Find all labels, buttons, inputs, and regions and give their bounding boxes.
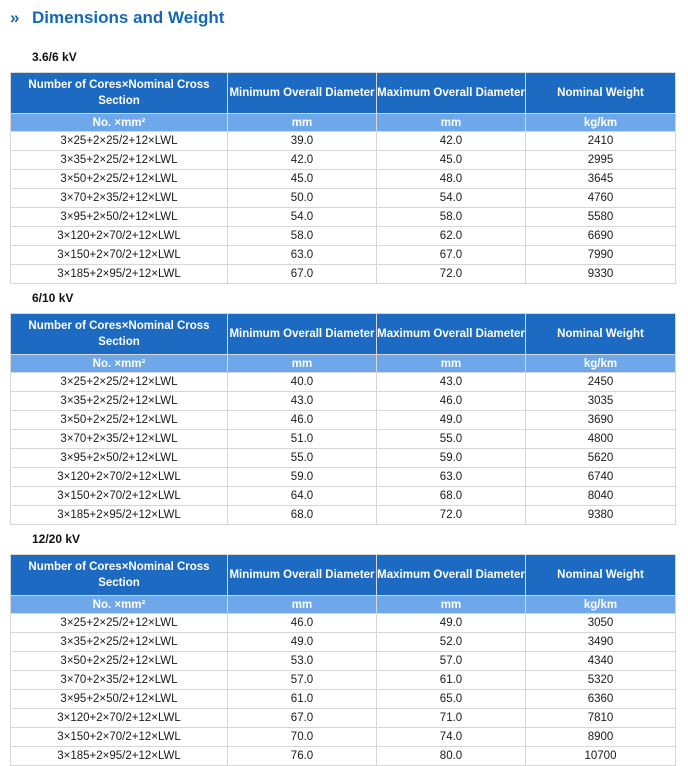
cell-weight: 4800 [526, 430, 676, 449]
table-row [11, 170, 676, 189]
table-row [11, 265, 676, 284]
unit-nominal-weight: kg/km [526, 596, 676, 614]
cell-min-diameter: 42.0 [228, 151, 377, 170]
cell-cores: 3×185+2×95/2+12×LWL [11, 506, 228, 525]
unit-min-diameter: mm [228, 114, 377, 132]
table-row [11, 151, 676, 170]
header-min-diameter: Minimum Overall Diameter [228, 73, 377, 114]
dimensions-table [10, 313, 676, 525]
header-min-diameter: Minimum Overall Diameter [228, 314, 377, 355]
cell-weight: 8040 [526, 487, 676, 506]
unit-min-diameter: mm [228, 596, 377, 614]
table-row [11, 614, 676, 633]
cell-weight: 2995 [526, 151, 676, 170]
table-row [11, 747, 676, 766]
cell-min-diameter: 50.0 [228, 189, 377, 208]
cell-cores: 3×25+2×25/2+12×LWL [11, 614, 228, 633]
cell-weight: 4760 [526, 189, 676, 208]
cell-max-diameter: 59.0 [377, 449, 526, 468]
table-row [11, 449, 676, 468]
cell-weight: 6690 [526, 227, 676, 246]
cell-cores: 3×95+2×50/2+12×LWL [11, 449, 228, 468]
cell-max-diameter: 55.0 [377, 430, 526, 449]
cell-max-diameter: 74.0 [377, 728, 526, 747]
cell-weight: 3645 [526, 170, 676, 189]
cell-min-diameter: 76.0 [228, 747, 377, 766]
table-row [11, 728, 676, 747]
cell-max-diameter: 72.0 [377, 506, 526, 525]
table-row [11, 709, 676, 728]
cell-min-diameter: 61.0 [228, 690, 377, 709]
unit-max-diameter: mm [377, 355, 526, 373]
dimensions-table [10, 554, 676, 766]
cell-weight: 3690 [526, 411, 676, 430]
cell-cores: 3×35+2×25/2+12×LWL [11, 392, 228, 411]
cell-min-diameter: 39.0 [228, 132, 377, 151]
cell-weight: 8900 [526, 728, 676, 747]
cell-max-diameter: 62.0 [377, 227, 526, 246]
table-row [11, 208, 676, 227]
cell-min-diameter: 68.0 [228, 506, 377, 525]
table-row [11, 132, 676, 151]
cell-weight: 7990 [526, 246, 676, 265]
cell-min-diameter: 70.0 [228, 728, 377, 747]
cell-cores: 3×35+2×25/2+12×LWL [11, 151, 228, 170]
cell-max-diameter: 80.0 [377, 747, 526, 766]
header-nominal-weight: Nominal Weight [526, 555, 676, 596]
cell-min-diameter: 45.0 [228, 170, 377, 189]
cell-min-diameter: 49.0 [228, 633, 377, 652]
cell-weight: 7810 [526, 709, 676, 728]
cell-min-diameter: 46.0 [228, 411, 377, 430]
unit-nominal-weight: kg/km [526, 355, 676, 373]
cell-weight: 6740 [526, 468, 676, 487]
double-chevron-icon: » [10, 8, 20, 27]
cell-cores: 3×70+2×35/2+12×LWL [11, 430, 228, 449]
cell-cores: 3×70+2×35/2+12×LWL [11, 189, 228, 208]
unit-max-diameter: mm [377, 596, 526, 614]
voltage-label: 12/20 kV [32, 532, 81, 546]
table-header-row [11, 73, 676, 114]
cell-min-diameter: 46.0 [228, 614, 377, 633]
cell-weight: 9380 [526, 506, 676, 525]
units-row [11, 114, 676, 132]
cell-max-diameter: 71.0 [377, 709, 526, 728]
cell-min-diameter: 40.0 [228, 373, 377, 392]
dimensions-table [10, 72, 676, 284]
cell-weight: 4340 [526, 652, 676, 671]
cell-weight: 3035 [526, 392, 676, 411]
header-max-diameter: Maximum Overall Diameter [377, 73, 526, 114]
cell-cores: 3×120+2×70/2+12×LWL [11, 709, 228, 728]
voltage-label: 3.6/6 kV [32, 50, 77, 64]
table-row [11, 506, 676, 525]
cell-max-diameter: 43.0 [377, 373, 526, 392]
cell-min-diameter: 57.0 [228, 671, 377, 690]
cell-cores: 3×185+2×95/2+12×LWL [11, 747, 228, 766]
cell-min-diameter: 67.0 [228, 265, 377, 284]
cell-weight: 5320 [526, 671, 676, 690]
header-cores-section: Number of Cores×Nominal Cross Section [11, 73, 228, 114]
cell-weight: 5620 [526, 449, 676, 468]
cell-max-diameter: 63.0 [377, 468, 526, 487]
cell-min-diameter: 63.0 [228, 246, 377, 265]
cell-cores: 3×150+2×70/2+12×LWL [11, 728, 228, 747]
unit-cores-section: No. ×mm² [11, 355, 228, 373]
cell-min-diameter: 54.0 [228, 208, 377, 227]
cell-weight: 6360 [526, 690, 676, 709]
cell-cores: 3×150+2×70/2+12×LWL [11, 246, 228, 265]
cell-min-diameter: 59.0 [228, 468, 377, 487]
table-row [11, 671, 676, 690]
cell-max-diameter: 58.0 [377, 208, 526, 227]
cell-min-diameter: 67.0 [228, 709, 377, 728]
unit-max-diameter: mm [377, 114, 526, 132]
cell-weight: 5580 [526, 208, 676, 227]
header-max-diameter: Maximum Overall Diameter [377, 555, 526, 596]
header-cores-section: Number of Cores×Nominal Cross Section [11, 555, 228, 596]
table-row [11, 392, 676, 411]
cell-cores: 3×50+2×25/2+12×LWL [11, 411, 228, 430]
unit-nominal-weight: kg/km [526, 114, 676, 132]
cell-weight: 9330 [526, 265, 676, 284]
cell-max-diameter: 45.0 [377, 151, 526, 170]
cell-min-diameter: 58.0 [228, 227, 377, 246]
cell-weight: 3490 [526, 633, 676, 652]
table-row [11, 373, 676, 392]
cell-cores: 3×25+2×25/2+12×LWL [11, 373, 228, 392]
cell-weight: 2410 [526, 132, 676, 151]
cell-max-diameter: 52.0 [377, 633, 526, 652]
cell-cores: 3×150+2×70/2+12×LWL [11, 487, 228, 506]
cell-min-diameter: 55.0 [228, 449, 377, 468]
cell-min-diameter: 53.0 [228, 652, 377, 671]
cell-weight: 3050 [526, 614, 676, 633]
cell-max-diameter: 49.0 [377, 411, 526, 430]
cell-cores: 3×185+2×95/2+12×LWL [11, 265, 228, 284]
cell-max-diameter: 67.0 [377, 246, 526, 265]
cell-cores: 3×95+2×50/2+12×LWL [11, 208, 228, 227]
header-max-diameter: Maximum Overall Diameter [377, 314, 526, 355]
header-nominal-weight: Nominal Weight [526, 314, 676, 355]
unit-min-diameter: mm [228, 355, 377, 373]
cell-cores: 3×120+2×70/2+12×LWL [11, 227, 228, 246]
cell-max-diameter: 57.0 [377, 652, 526, 671]
cell-cores: 3×35+2×25/2+12×LWL [11, 633, 228, 652]
cell-min-diameter: 43.0 [228, 392, 377, 411]
units-row [11, 596, 676, 614]
unit-cores-section: No. ×mm² [11, 114, 228, 132]
cell-min-diameter: 64.0 [228, 487, 377, 506]
cell-max-diameter: 68.0 [377, 487, 526, 506]
cell-max-diameter: 48.0 [377, 170, 526, 189]
table-row [11, 411, 676, 430]
voltage-label: 6/10 kV [32, 291, 74, 305]
table-header-row [11, 555, 676, 596]
header-nominal-weight: Nominal Weight [526, 73, 676, 114]
cell-cores: 3×50+2×25/2+12×LWL [11, 652, 228, 671]
table-row [11, 430, 676, 449]
cell-cores: 3×25+2×25/2+12×LWL [11, 132, 228, 151]
cell-max-diameter: 61.0 [377, 671, 526, 690]
unit-cores-section: No. ×mm² [11, 596, 228, 614]
cell-cores: 3×50+2×25/2+12×LWL [11, 170, 228, 189]
table-row [11, 487, 676, 506]
table-row [11, 246, 676, 265]
cell-max-diameter: 49.0 [377, 614, 526, 633]
table-row [11, 633, 676, 652]
cell-cores: 3×70+2×35/2+12×LWL [11, 671, 228, 690]
table-row [11, 468, 676, 487]
cell-max-diameter: 72.0 [377, 265, 526, 284]
table-row [11, 227, 676, 246]
cell-max-diameter: 54.0 [377, 189, 526, 208]
table-header-row [11, 314, 676, 355]
cell-max-diameter: 42.0 [377, 132, 526, 151]
section-header [10, 4, 224, 32]
units-row [11, 355, 676, 373]
section-title: Dimensions and Weight [32, 8, 225, 27]
cell-max-diameter: 65.0 [377, 690, 526, 709]
header-cores-section: Number of Cores×Nominal Cross Section [11, 314, 228, 355]
cell-min-diameter: 51.0 [228, 430, 377, 449]
table-row [11, 690, 676, 709]
cell-weight: 10700 [526, 747, 676, 766]
cell-cores: 3×120+2×70/2+12×LWL [11, 468, 228, 487]
table-row [11, 652, 676, 671]
cell-max-diameter: 46.0 [377, 392, 526, 411]
cell-cores: 3×95+2×50/2+12×LWL [11, 690, 228, 709]
table-row [11, 189, 676, 208]
cell-weight: 2450 [526, 373, 676, 392]
header-min-diameter: Minimum Overall Diameter [228, 555, 377, 596]
